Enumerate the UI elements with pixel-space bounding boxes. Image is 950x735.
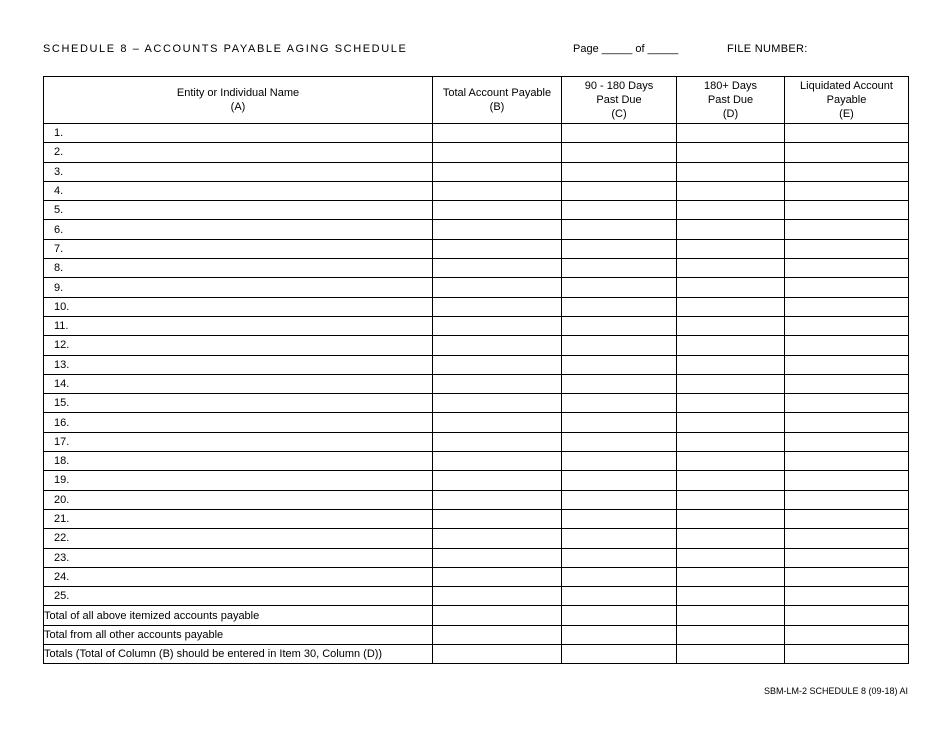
cell-90-180-days[interactable]	[562, 606, 677, 625]
cell-90-180-days[interactable]	[562, 201, 677, 220]
cell-90-180-days[interactable]	[562, 316, 677, 335]
column-header-c	[562, 77, 677, 124]
cell-180-plus-days[interactable]	[677, 239, 785, 258]
table-body	[44, 124, 909, 664]
cell-liquidated-payable[interactable]	[785, 162, 909, 181]
table-row	[44, 490, 909, 509]
cell-liquidated-payable[interactable]	[785, 316, 909, 335]
cell-180-plus-days[interactable]	[677, 336, 785, 355]
cell-total-payable[interactable]	[433, 567, 562, 586]
row-label: 10.	[44, 297, 433, 316]
cell-180-plus-days[interactable]	[677, 278, 785, 297]
cell-total-payable[interactable]	[433, 162, 562, 181]
summary-row	[44, 645, 909, 664]
cell-liquidated-payable[interactable]	[785, 201, 909, 220]
cell-liquidated-payable[interactable]	[785, 509, 909, 528]
row-label: 24.	[44, 567, 433, 586]
cell-90-180-days[interactable]	[562, 625, 677, 644]
row-label: 4.	[44, 181, 433, 200]
cell-180-plus-days[interactable]	[677, 490, 785, 509]
cell-total-payable[interactable]	[433, 259, 562, 278]
cell-liquidated-payable[interactable]	[785, 297, 909, 316]
cell-180-plus-days[interactable]	[677, 162, 785, 181]
cell-liquidated-payable[interactable]	[785, 336, 909, 355]
cell-90-180-days[interactable]	[562, 278, 677, 297]
column-header-label: Total Account Payable	[442, 87, 552, 99]
cell-total-payable[interactable]	[433, 452, 562, 471]
cell-total-payable[interactable]	[433, 606, 562, 625]
cell-liquidated-payable[interactable]	[785, 490, 909, 509]
column-header-code: (C)	[611, 108, 627, 120]
table-row	[44, 509, 909, 528]
cell-90-180-days[interactable]	[562, 509, 677, 528]
cell-180-plus-days[interactable]	[677, 316, 785, 335]
cell-liquidated-payable[interactable]	[785, 355, 909, 374]
cell-180-plus-days[interactable]	[677, 413, 785, 432]
table-row	[44, 432, 909, 451]
cell-90-180-days[interactable]	[562, 567, 677, 586]
cell-total-payable[interactable]	[433, 374, 562, 393]
column-header-label: 180+ Days	[704, 80, 757, 92]
cell-180-plus-days[interactable]	[677, 625, 785, 644]
row-label: 16.	[44, 413, 433, 432]
column-header-label: Liquidated Account	[800, 80, 893, 92]
cell-90-180-days[interactable]	[562, 220, 677, 239]
cell-total-payable[interactable]	[433, 625, 562, 644]
cell-180-plus-days[interactable]	[677, 529, 785, 548]
table-row	[44, 587, 909, 606]
cell-liquidated-payable[interactable]	[785, 181, 909, 200]
column-header-code: (E)	[839, 108, 854, 120]
table-row	[44, 181, 909, 200]
column-header-a	[44, 77, 433, 124]
table-row	[44, 124, 909, 143]
row-label: 2.	[44, 143, 433, 162]
cell-90-180-days[interactable]	[562, 259, 677, 278]
cell-liquidated-payable[interactable]	[785, 471, 909, 490]
cell-liquidated-payable[interactable]	[785, 452, 909, 471]
table-row	[44, 336, 909, 355]
cell-total-payable[interactable]	[433, 143, 562, 162]
cell-180-plus-days[interactable]	[677, 452, 785, 471]
table-row	[44, 529, 909, 548]
cell-total-payable[interactable]	[433, 548, 562, 567]
cell-liquidated-payable[interactable]	[785, 374, 909, 393]
cell-90-180-days[interactable]	[562, 471, 677, 490]
column-header-code: (D)	[722, 108, 739, 120]
cell-liquidated-payable[interactable]	[785, 220, 909, 239]
row-label: 22.	[44, 529, 433, 548]
cell-180-plus-days[interactable]	[677, 201, 785, 220]
cell-total-payable[interactable]	[433, 509, 562, 528]
cell-total-payable[interactable]	[433, 220, 562, 239]
table-header-row	[44, 77, 909, 124]
row-label: 21.	[44, 509, 433, 528]
cell-90-180-days[interactable]	[562, 355, 677, 374]
column-header-label-2: Past Due	[596, 94, 642, 106]
cell-180-plus-days[interactable]	[677, 471, 785, 490]
column-header-code: (B)	[489, 101, 505, 113]
row-label: 3.	[44, 162, 433, 181]
column-header-code: (A)	[230, 101, 246, 113]
row-label: 15.	[44, 394, 433, 413]
cell-90-180-days[interactable]	[562, 645, 677, 664]
table-row	[44, 316, 909, 335]
cell-total-payable[interactable]	[433, 587, 562, 606]
file-number-label: FILE NUMBER:	[727, 43, 808, 55]
row-label: 14.	[44, 374, 433, 393]
cell-total-payable[interactable]	[433, 316, 562, 335]
summary-row	[44, 606, 909, 625]
cell-90-180-days[interactable]	[562, 239, 677, 258]
cell-total-payable[interactable]	[433, 490, 562, 509]
cell-liquidated-payable[interactable]	[785, 259, 909, 278]
cell-90-180-days[interactable]	[562, 143, 677, 162]
cell-total-payable[interactable]	[433, 471, 562, 490]
cell-liquidated-payable[interactable]	[785, 278, 909, 297]
cell-180-plus-days[interactable]	[677, 394, 785, 413]
cell-total-payable[interactable]	[433, 181, 562, 200]
row-label: 11.	[44, 316, 433, 335]
cell-180-plus-days[interactable]	[677, 220, 785, 239]
cell-180-plus-days[interactable]	[677, 259, 785, 278]
row-label: 20.	[44, 490, 433, 509]
cell-liquidated-payable[interactable]	[785, 529, 909, 548]
row-label: 17.	[44, 432, 433, 451]
cell-liquidated-payable[interactable]	[785, 606, 909, 625]
row-label: 18.	[44, 452, 433, 471]
cell-180-plus-days[interactable]	[677, 124, 785, 143]
cell-liquidated-payable[interactable]	[785, 567, 909, 586]
cell-90-180-days[interactable]	[562, 181, 677, 200]
table-row	[44, 355, 909, 374]
cell-90-180-days[interactable]	[562, 432, 677, 451]
cell-180-plus-days[interactable]	[677, 181, 785, 200]
cell-90-180-days[interactable]	[562, 297, 677, 316]
row-label: 9.	[44, 278, 433, 297]
table-row	[44, 297, 909, 316]
cell-total-payable[interactable]	[433, 529, 562, 548]
cell-180-plus-days[interactable]	[677, 143, 785, 162]
page-info: Page _____ of _____	[573, 43, 679, 55]
row-label: Total from all other accounts payable	[44, 625, 433, 644]
cell-liquidated-payable[interactable]	[785, 239, 909, 258]
table-row	[44, 413, 909, 432]
row-label: 12.	[44, 336, 433, 355]
cell-total-payable[interactable]	[433, 124, 562, 143]
cell-liquidated-payable[interactable]	[785, 587, 909, 606]
cell-90-180-days[interactable]	[562, 529, 677, 548]
table-row	[44, 394, 909, 413]
row-label: 1.	[44, 124, 433, 143]
cell-180-plus-days[interactable]	[677, 432, 785, 451]
cell-liquidated-payable[interactable]	[785, 432, 909, 451]
row-label: Total of all above itemized accounts payable	[44, 606, 433, 625]
cell-90-180-days[interactable]	[562, 336, 677, 355]
table-row	[44, 143, 909, 162]
table-row	[44, 162, 909, 181]
column-header-e	[785, 77, 909, 124]
cell-90-180-days[interactable]	[562, 124, 677, 143]
column-header-label: Entity or Individual Name	[176, 87, 300, 99]
cell-total-payable[interactable]	[433, 278, 562, 297]
cell-180-plus-days[interactable]	[677, 297, 785, 316]
cell-total-payable[interactable]	[433, 432, 562, 451]
cell-liquidated-payable[interactable]	[785, 548, 909, 567]
cell-total-payable[interactable]	[433, 239, 562, 258]
cell-180-plus-days[interactable]	[677, 374, 785, 393]
table-row	[44, 278, 909, 297]
cell-liquidated-payable[interactable]	[785, 413, 909, 432]
cell-total-payable[interactable]	[433, 297, 562, 316]
accounts-payable-table	[43, 76, 909, 664]
cell-90-180-days[interactable]	[562, 413, 677, 432]
table-row	[44, 567, 909, 586]
cell-total-payable[interactable]	[433, 355, 562, 374]
cell-liquidated-payable[interactable]	[785, 124, 909, 143]
form-title: SCHEDULE 8 – ACCOUNTS PAYABLE AGING SCHEDULE	[43, 43, 408, 55]
cell-total-payable[interactable]	[433, 336, 562, 355]
row-label: 5.	[44, 201, 433, 220]
table-row	[44, 239, 909, 258]
cell-90-180-days[interactable]	[562, 548, 677, 567]
row-label: 7.	[44, 239, 433, 258]
cell-total-payable[interactable]	[433, 413, 562, 432]
row-label: 25.	[44, 587, 433, 606]
cell-90-180-days[interactable]	[562, 394, 677, 413]
cell-180-plus-days[interactable]	[677, 509, 785, 528]
cell-total-payable[interactable]	[433, 394, 562, 413]
cell-total-payable[interactable]	[433, 201, 562, 220]
cell-90-180-days[interactable]	[562, 452, 677, 471]
table-row	[44, 201, 909, 220]
cell-180-plus-days[interactable]	[677, 645, 785, 664]
cell-180-plus-days[interactable]	[677, 606, 785, 625]
cell-liquidated-payable[interactable]	[785, 625, 909, 644]
cell-90-180-days[interactable]	[562, 587, 677, 606]
cell-90-180-days[interactable]	[562, 374, 677, 393]
row-label: 19.	[44, 471, 433, 490]
form-id-footer: SBM-LM-2 SCHEDULE 8 (09-18) AI	[763, 686, 908, 696]
table-row	[44, 259, 909, 278]
cell-90-180-days[interactable]	[562, 162, 677, 181]
cell-liquidated-payable[interactable]	[785, 394, 909, 413]
table-row	[44, 548, 909, 567]
column-header-d	[677, 77, 785, 124]
cell-liquidated-payable[interactable]	[785, 645, 909, 664]
column-header-label-2: Payable	[826, 94, 867, 106]
column-header-label: 90 - 180 Days	[584, 80, 654, 92]
row-label: 23.	[44, 548, 433, 567]
cell-180-plus-days[interactable]	[677, 548, 785, 567]
cell-90-180-days[interactable]	[562, 490, 677, 509]
table-row	[44, 374, 909, 393]
cell-180-plus-days[interactable]	[677, 355, 785, 374]
row-label: Totals (Total of Column (B) should be entered in Item 30, Column (D))	[44, 645, 433, 664]
cell-liquidated-payable[interactable]	[785, 143, 909, 162]
cell-total-payable[interactable]	[433, 645, 562, 664]
row-label: 8.	[44, 259, 433, 278]
cell-180-plus-days[interactable]	[677, 567, 785, 586]
column-header-b	[433, 77, 562, 124]
row-label: 6.	[44, 220, 433, 239]
table-row	[44, 220, 909, 239]
table-row	[44, 471, 909, 490]
summary-row	[44, 625, 909, 644]
table-row	[44, 452, 909, 471]
cell-180-plus-days[interactable]	[677, 587, 785, 606]
column-header-label-2: Past Due	[707, 94, 754, 106]
row-label: 13.	[44, 355, 433, 374]
